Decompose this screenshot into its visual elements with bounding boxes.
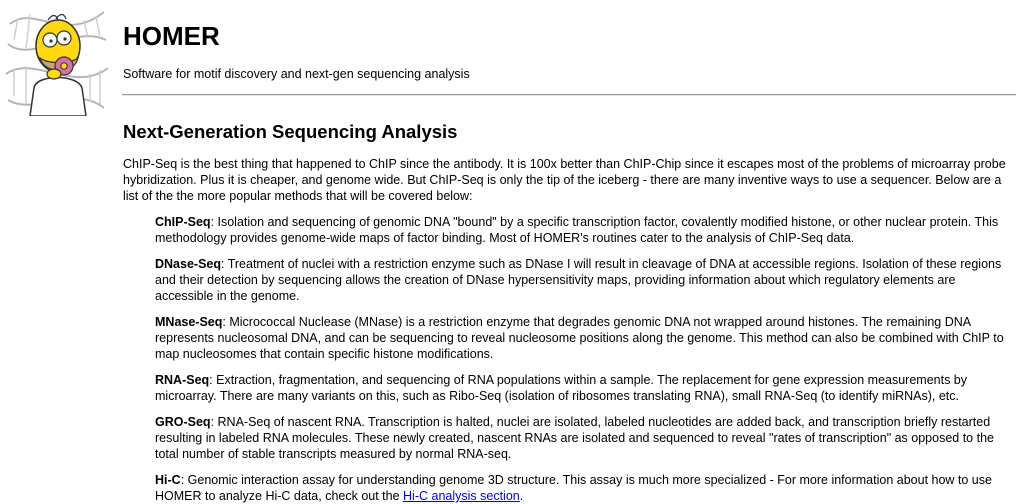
method-item-hi-c [155,472,1013,504]
method-name: DNase-Seq [155,257,221,271]
header-divider [122,94,1016,96]
method-item-dnase-seq [155,256,1013,304]
method-name: ChIP-Seq [155,215,211,229]
homer-logo-icon [4,4,110,116]
method-description-end: . [519,489,524,503]
method-item-rna-seq [155,372,1013,404]
method-name: RNA-Seq [155,373,210,387]
method-description: : Extraction, fragmentation, and sequencing of RNA populations within a sample. The replacement for gene expression measurements by microarray. There are many variants on this, such as Ribo-Seq (isolation of ribosomes translating RNA), small RNA-Seq (to identify miRNAs), etc. [155,373,968,403]
method-description: : Isolation and sequencing of genomic DNA "bound" by a specific transcription factor, covalently modified histone, or other nuclear protein. This methodology provides genome-wide maps of factor binding. Most of HOMER's routines cater to the analysis of ChIP-Seq data. [155,215,999,245]
method-item-gro-seq [155,414,1013,462]
method-name: GRO-Seq [155,415,211,429]
method-list [123,214,1013,504]
method-description: : Genomic interaction assay for understanding genome 3D structure. This assay is much more specialized - For more information about how to use HOMER to analyze Hi-C data, check out the [155,473,992,503]
site-title: HOMER [123,21,220,51]
site-tagline: Software for motif discovery and next-gen sequencing analysis [123,67,470,81]
main-content [123,120,1013,504]
method-description: : Treatment of nuclei with a restriction enzyme such as DNase I will result in cleavage of DNA at accessible regions. Isolation of these regions and their detection by sequencing allows the creation of DNase hypersensitivity maps, providing information about which regulatory elements are accessible in the genome. [155,257,1002,303]
method-name: Hi-C [155,473,181,487]
method-item-mnase-seq [155,314,1013,362]
method-item-chip-seq [155,214,1013,246]
hi-c-analysis-link[interactable]: Hi-C analysis section [403,489,520,503]
method-name: MNase-Seq [155,315,223,329]
intro-paragraph: ChIP-Seq is the best thing that happened to ChIP since the antibody. It is 100x better than ChIP-Chip since it escapes most of the problems of microarray probe hybridization. Plus it is cheaper, and genome wide. But ChIP-Seq is only the tip of the iceberg - there are many inventive ways to use a sequencer. Below are a list of the the more popular methods that will be covered below: [123,157,1006,203]
method-description: : RNA-Seq of nascent RNA. Transcription is halted, nuclei are isolated, labeled nucleotides are added back, and transcription briefly restarted resulting in labeled RNA molecules. These newly created, nascent RNAs are isolated and sequenced to reveal "rates of transcription" as opposed to the total number of stable transcripts measured by normal RNA-seq. [155,415,994,461]
section-title: Next-Generation Sequencing Analysis [123,121,458,142]
method-description: : Micrococcal Nuclease (MNase) is a restriction enzyme that degrades genomic DNA not wrapped around histones. The remaining DNA represents nucleosomal DNA, and can be sequencing to reveal nucleosome positions along the genome. This method can also be combined with ChIP to map nucleosomes that contain specific histone modifications. [155,315,1004,361]
